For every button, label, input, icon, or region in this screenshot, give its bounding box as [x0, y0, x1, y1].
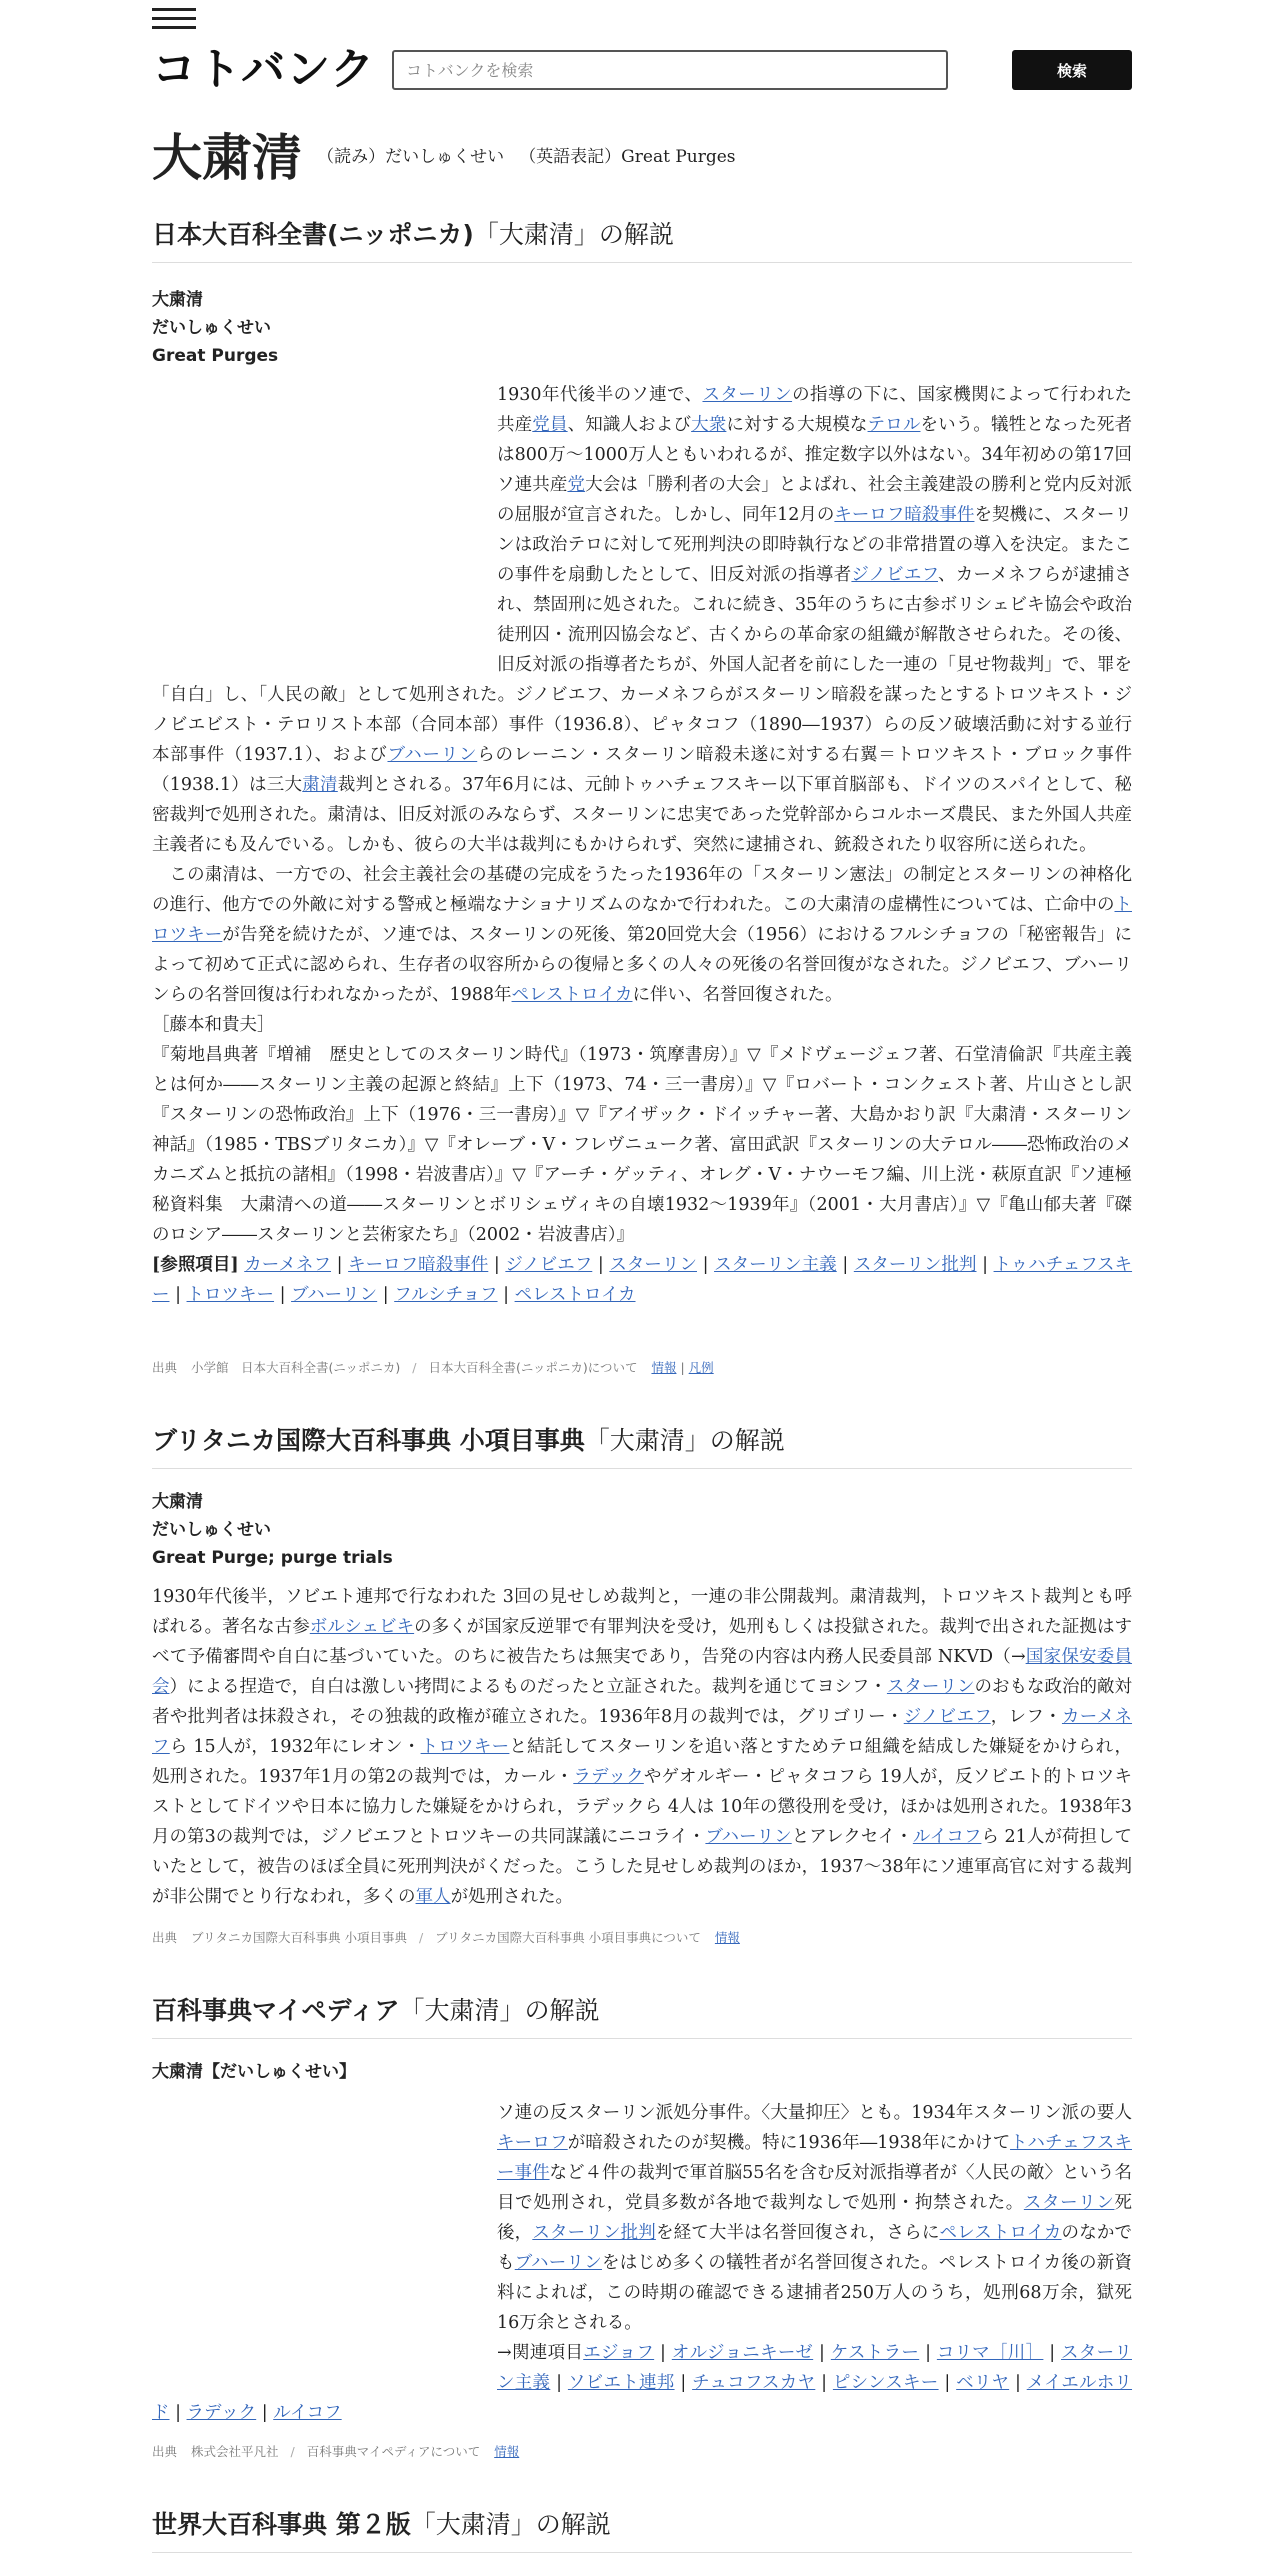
inline-link[interactable]: 党員 — [532, 415, 568, 435]
source-line-mypedia: 出典 株式会社平凡社 / 百科事典マイペディアについて 情報 — [152, 2444, 520, 2459]
menu-icon[interactable] — [152, 8, 196, 32]
nipponica-body — [152, 380, 1132, 1310]
inline-link[interactable]: スターリン批判 — [532, 2223, 656, 2243]
inline-link[interactable]: ジノビエフ — [903, 1707, 991, 1727]
reference-link[interactable]: スターリン批判 — [853, 1255, 977, 1275]
reference-label: [参照項目] — [152, 1255, 239, 1275]
section-heading-britannica — [152, 1424, 1132, 1469]
inline-link[interactable]: ラデック — [573, 1767, 644, 1787]
inline-link[interactable]: キーロフ — [497, 2133, 568, 2153]
inline-link[interactable]: 軍人 — [415, 1887, 451, 1907]
section-suffix: 「大粛清」の解説 — [410, 2510, 611, 2539]
entry-reading: だいしゅくせい — [152, 318, 271, 338]
section-heading-mypedia — [152, 1994, 1132, 2039]
entry-head-britannica — [152, 1488, 1132, 1572]
section-heading-sekai — [152, 2508, 1132, 2553]
reference-link[interactable]: チュコフスカヤ — [692, 2373, 816, 2393]
entry-title: 大粛清【だいしゅくせい】 — [152, 2062, 356, 2082]
nipponica-paragraph-1: 1930年代後半のソ連で、スターリンの指導の下に、国家機関によって行われた共産党員、知識人および大衆に対する大規模なテロルをいう。犠牲となった死者は800万～1000万人ともいわれるが、推定数字以外はない。34年初めの第17回ソ連共産党大会は「勝利者の大会」とよばれ、社会主義建設の勝利と党内反対派の屈服が宣言された。しかし、同年12月のキーロフ暗殺事件を契機に、スターリンは政治テロに対して死刑判決の即時執行などの非常措置の導入を決定。またこの事件を扇動したとして、旧反対派の指導者ジノビエフ、カーメネフらが逮捕され、禁固刑に処された。これに続き、35年のうちに古参ボリシェビキ協会や政治徒刑囚・流刑囚協会など、古くからの革命家の組織が解散させられた。その後、旧反対派の指導者たちが、外国人記者を前にした一連の「見せ物裁判」で、罪を「自白」し、「人民の敵」として処刑された。ジノビエフ、カーメネフらがスターリン暗殺を謀ったとするトロツキスト・ジノビエビスト・テロリスト本部（合同本部）事件（1936.8）、ピャタコフ（1890―1937）らの反ソ破壊活動に対する並行本部事件（1937.1）、およびブハーリンらのレーニン・スターリン暗殺未遂に対する右翼＝トロツキスト・ブロック事件（1938.1）は三大粛清裁判とされる。37年6月には、元帥トゥハチェフスキー以下軍首脳部も、ドイツのスパイとして、秘密裁判で処刑された。粛清は、旧反対派のみならず、スターリンに忠実であった党幹部からコルホーズ農民、また外国人共産主義者にも及んでいる。しかも、彼らの大半は裁判にもかけられず、突然に逮捕され、銃殺されたり収容所に送られた。 — [152, 385, 1133, 855]
reference-link[interactable]: メイエルホリド — [152, 2373, 1133, 2423]
reference-link[interactable]: トロツキー — [186, 1285, 275, 1305]
related-label: →関連項目 — [497, 2343, 584, 2363]
reference-link[interactable]: ブハーリン — [291, 1285, 378, 1305]
inline-link[interactable]: キーロフ暗殺事件 — [834, 505, 975, 525]
inline-link[interactable]: 党 — [567, 475, 586, 495]
entry-reading: だいしゅくせい — [152, 1520, 271, 1540]
entry-head-nipponica — [152, 286, 1132, 370]
inline-link[interactable]: 大衆 — [691, 415, 727, 435]
headword-reading: （読み）だいしゅくせい — [317, 146, 505, 167]
section-heading-nipponica — [152, 218, 1132, 263]
reference-link[interactable]: ペレストロイカ — [514, 1285, 636, 1305]
reference-link[interactable]: フルシチョフ — [394, 1285, 498, 1305]
mypedia-body — [152, 2098, 1132, 2428]
source-line-britannica: 出典 ブリタニカ国際大百科事典 小項目事典 / ブリタニカ国際大百科事典 小項目事典について 情報 — [152, 1930, 740, 1945]
section-source: ブリタニカ国際大百科事典 小項目事典 — [152, 1426, 585, 1455]
reference-link[interactable]: トゥハチェフスキー — [152, 1255, 1133, 1305]
inline-link[interactable]: ブハーリン — [387, 745, 478, 765]
inline-link[interactable]: ペレストロイカ — [939, 2223, 1062, 2243]
entry-head-mypedia — [152, 2058, 1132, 2086]
inline-link[interactable]: ジノビエフ — [851, 565, 938, 585]
inline-link[interactable]: カーメネフ — [152, 1707, 1133, 1757]
reference-link[interactable]: ジノビエフ — [505, 1255, 593, 1275]
inline-link[interactable]: スターリン — [886, 1677, 975, 1697]
entry-english: Great Purges — [152, 346, 279, 366]
headword — [152, 118, 736, 190]
reference-link[interactable]: ベリヤ — [956, 2373, 1010, 2393]
reference-link[interactable]: エジョフ — [583, 2343, 655, 2363]
reference-link[interactable]: オルジョニキーゼ — [671, 2343, 814, 2363]
page-title: 大粛清 — [152, 129, 302, 187]
inline-link[interactable]: スターリン — [1023, 2193, 1115, 2213]
section-source: 世界大百科事典 第２版 — [152, 2510, 411, 2539]
source-info-link[interactable]: 情報 — [494, 2444, 520, 2459]
inline-link[interactable]: ブハーリン — [705, 1827, 792, 1847]
reference-list — [152, 1250, 1132, 1310]
source-line-nipponica: 出典 小学館 日本大百科全書(ニッポニカ) / 日本大百科全書(ニッポニカ)について 情報 | 凡例 — [152, 1360, 714, 1375]
reference-link[interactable]: スターリン — [609, 1255, 697, 1275]
inline-link[interactable]: トハチェフスキー事件 — [497, 2133, 1132, 2183]
inline-link[interactable]: テロル — [867, 415, 921, 435]
section-source: 百科事典マイペディア — [152, 1996, 400, 2025]
reference-link[interactable]: ケストラー — [830, 2343, 920, 2363]
reference-link[interactable]: コリマ［川］ — [936, 2343, 1044, 2363]
search-button[interactable]: 検索 — [1012, 50, 1132, 90]
britannica-paragraph-1: 1930年代後半，ソビエト連邦で行なわれた 3回の見せしめ裁判と，一連の非公開裁判。粛清裁判，トロツキスト裁判とも呼ばれる。著名な古参ボルシェビキの多くが国家反逆罪で有罪判決を受け，処刑もしくは投獄された。裁判で出された証拠はすべて予備審問や自白に基づいていた。のちに被告たちは無実であり，告発の内容は内務人民委員部 NKVD（→国家保安委員会）による捏造で，自白は激しい拷問によるものだったと立証された。裁判を通じてヨシフ・スターリンのおもな政治的敵対者や批判者は抹殺され，その独裁的政権が確立された。1936年8月の裁判では，グリゴリー・ジノビエフ，レフ・カーメネフら 15人が，1932年にレオン・トロツキーと結託してスターリンを追い落とすためテロ組織を結成した嫌疑をかけられ，処刑された。1937年1月の第2の裁判では，カール・ラデックやゲオルギー・ピャタコフら 19人が，反ソビエト的トロツキストとしてドイツや日本に協力した嫌疑をかけられ，ラデックら 4人は 10年の懲役刑を受け，ほかは処刑された。1938年3月の第3の裁判では，ジノビエフとトロツキーの共同謀議にニコライ・ブハーリンとアレクセイ・ルイコフら 21人が荷担していたとして，被告のほぼ全員に死刑判決がくだった。こうした見せしめ裁判のほか，1937～38年にソ連軍高官に対する裁判が非公開でとり行なわれ，多くの軍人が処刑された。 — [152, 1587, 1133, 1907]
britannica-body — [152, 1582, 1132, 1912]
entry-title: 大粛清 — [152, 1492, 203, 1512]
inline-link[interactable]: ブハーリン — [514, 2253, 602, 2273]
section-suffix: 「大粛清」の解説 — [399, 1996, 600, 2025]
inline-link[interactable]: ルイコフ — [912, 1827, 982, 1847]
source-info-link[interactable]: 情報 — [651, 1360, 677, 1375]
nipponica-paragraph-2: この粛清は、一方での、社会主義社会の基礎の完成をうたった1936年の「スターリン憲法」の制定とスターリンの神格化の進行、他方での外敵に対する警戒と極端なナショナリズムのなかで行われた。この大粛清の虚構性については、亡命中のトロツキーが告発を続けたが、ソ連では、スターリンの死後、第20回党大会（1956）におけるフルシチョフの「秘密報告」によって初めて正式に認められ、生存者の収容所からの復帰と多くの人々の死後の名誉回復がなされた。ジノビエフ、ブハーリンらの名誉回復は行われなかったが、1988年ペレストロイカに伴い、名誉回復された。 — [152, 865, 1133, 1005]
reference-link[interactable]: ソビエト連邦 — [567, 2373, 675, 2393]
headword-english: （英語表記）Great Purges — [519, 146, 736, 167]
inline-link[interactable]: 粛清 — [302, 775, 338, 795]
inline-link[interactable]: ボルシェビキ — [309, 1617, 415, 1637]
reference-link[interactable]: キーロフ暗殺事件 — [348, 1255, 489, 1275]
entry-english: Great Purge; purge trials — [152, 1548, 393, 1568]
reference-link[interactable]: スターリン主義 — [497, 2343, 1132, 2393]
author: ［藤本和貴夫］ — [152, 1015, 275, 1035]
search-input[interactable] — [392, 50, 948, 90]
reference-link[interactable]: スターリン主義 — [714, 1255, 837, 1275]
section-suffix: 「大粛清」の解説 — [473, 220, 674, 249]
section-source: 日本大百科全書(ニッポニカ) — [152, 220, 474, 249]
section-suffix: 「大粛清」の解説 — [584, 1426, 785, 1455]
reference-link[interactable]: カーメネフ — [244, 1255, 332, 1275]
inline-link[interactable]: トロツキー — [420, 1737, 510, 1757]
inline-link[interactable]: トロツキー — [152, 895, 1132, 945]
reference-link[interactable]: ラデック — [186, 2403, 257, 2423]
entry-title: 大粛清 — [152, 290, 203, 310]
bibliography: 『菊地昌典著『増補 歴史としてのスターリン時代』（1973・筑摩書房）』▽『メドヴェージェフ著、石堂清倫訳『共産主義とは何か――スターリン主義の起源と終結』上下（1973、74・三一書房）』▽『ロバート・コンクェスト著、片山さとし訳『スターリンの恐怖政治』上下（1976・三一書房）』▽『アイザック・ドイッチャー著、大島かおり訳『大粛清・スターリン神話』（1985・TBSブリタニカ）』▽『オレーブ・V・フレヴニューク著、富田武訳『スターリンの大テロル――恐怖政治のメカニズムと抵抗の諸相』（1998・岩波書店）』▽『アーチ・ゲッティ、オレグ・V・ナウーモフ編、川上洸・萩原直訳『ソ連極秘資料集 大粛清への道――スターリンとボリシェヴィキの自壊1932～1939年』（2001・大月書店）』▽『亀山郁夫著『磔のロシア――スターリンと芸術家たち』（2002・岩波書店）』 — [152, 1045, 1132, 1245]
source-info-link[interactable]: 情報 — [714, 1930, 740, 1945]
related-links: エジョフ | オルジョニキーゼ | ケストラー | コリマ［川］ | スターリン主義 | ソビエト連邦 | チュコフスカヤ | ピシンスキー | ベリヤ | メイエルホリド | ラデック | ルイコフ — [152, 2343, 1133, 2423]
source-legend-link[interactable]: 凡例 — [688, 1360, 714, 1375]
inline-link[interactable]: スターリン — [702, 385, 793, 405]
reference-links: カーメネフ | キーロフ暗殺事件 | ジノビエフ | スターリン | スターリン主義 | スターリン批判 | トゥハチェフスキー | トロツキー | ブハーリン | フルシチョフ | ペレストロイカ — [152, 1255, 1133, 1305]
site-logo[interactable]: コトバンク — [152, 44, 376, 95]
reference-link[interactable]: ルイコフ — [273, 2403, 342, 2423]
inline-link[interactable]: 国家保安委員会 — [152, 1647, 1133, 1697]
reference-link[interactable]: ピシンスキー — [832, 2373, 939, 2393]
inline-link[interactable]: ペレストロイカ — [511, 985, 633, 1005]
mypedia-paragraph-1: ソ連の反スターリン派処分事件。〈大量抑圧〉とも。1934年スターリン派の要人キーロフが暗殺されたのが契機。特に1936年―1938年にかけてトハチェフスキー事件など４件の裁判で軍首脳55名を含む反対派指導者が〈人民の敵〉という名目で処刑され，党員多数が各地で裁判なしで処刑・拘禁された。スターリン死後，スターリン批判を経て大半は名誉回復され，さらにペレストロイカのなかでもブハーリンをはじめ多くの犠牲者が名誉回復された。ペレストロイカ後の新資料によれば，この時期の確認できる逮捕者250万人のうち，処刑68万余，獄死16万余とされる。 — [497, 2103, 1133, 2333]
